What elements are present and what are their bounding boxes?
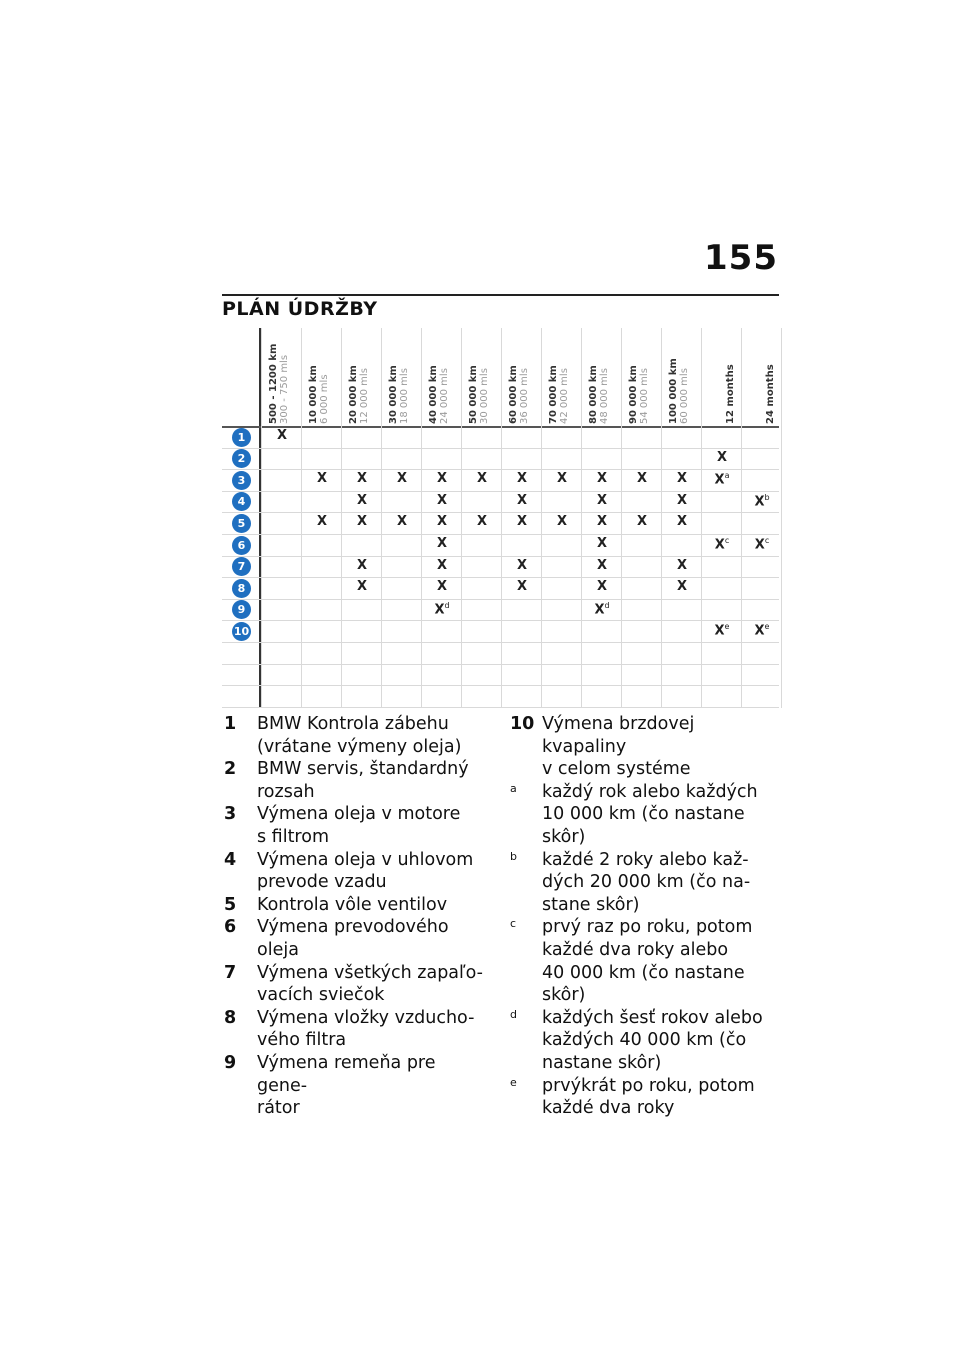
maintenance-table: [222, 328, 779, 708]
column-header-km: 70 000 km: [548, 365, 559, 424]
legend-key: b: [510, 849, 517, 863]
row-number-badge: 6: [232, 536, 251, 555]
legend-item: [510, 916, 778, 1006]
service-mark: X: [516, 579, 528, 595]
legend-item: [224, 758, 486, 803]
row-number-badge: 7: [232, 557, 251, 576]
service-mark: X: [396, 471, 408, 487]
grid-line-horizontal: [222, 556, 779, 557]
legend-text: Výmena vložky vzducho- vého filtra: [257, 1007, 475, 1051]
service-mark: X: [716, 449, 728, 465]
service-mark: X: [356, 492, 368, 508]
service-mark: X: [596, 471, 608, 487]
grid-line-horizontal: [222, 448, 779, 449]
service-mark: $X^a$: [714, 471, 730, 488]
legend-text: prvýkrát po roku, potom každé dva roky: [542, 1075, 755, 1119]
legend-text: Výmena brzdovej kvapaliny v celom systéme: [542, 714, 695, 780]
service-mark: X: [556, 514, 568, 530]
legend-key: 5: [224, 894, 237, 915]
grid-line-horizontal: [222, 469, 779, 470]
legend-item: [224, 962, 486, 1007]
column-header: [662, 328, 702, 424]
column-header: [262, 328, 302, 424]
column-header: [582, 328, 622, 424]
column-header-km: 10 000 km: [308, 365, 319, 424]
service-mark: X: [516, 557, 528, 573]
legend-text: Výmena oleja v motore s filtrom: [257, 804, 461, 847]
service-mark: X: [676, 471, 688, 487]
column-header-mls: 18 000 mls: [399, 368, 410, 424]
service-mark: X: [476, 514, 488, 530]
row-number-badge: 1: [232, 428, 251, 447]
service-mark: $X^b$: [754, 492, 770, 510]
column-header-km: 500 - 1200 km: [268, 343, 279, 424]
column-header-mls: 48 000 mls: [599, 368, 610, 424]
legend-text: prvý raz po roku, potom každé dva roky alebo 40 000 km (čo nastane skôr): [542, 917, 753, 1006]
legend-key: 9: [224, 1052, 237, 1073]
legend-key: 3: [224, 804, 237, 825]
column-header-mls: 42 000 mls: [559, 368, 570, 424]
legend-key: 4: [224, 849, 237, 870]
column-header: [622, 328, 662, 424]
service-mark: X: [596, 514, 608, 530]
legend-text: BMW Kontrola zábehu (vrátane výmeny oleja): [257, 714, 462, 757]
column-header-km: 80 000 km: [588, 365, 599, 424]
service-mark: X: [676, 492, 688, 508]
service-mark: X: [596, 557, 608, 573]
service-mark: X: [316, 471, 328, 487]
grid-line-horizontal: [222, 534, 779, 535]
service-mark: X: [676, 557, 688, 573]
legend-text: každý rok alebo každých 10 000 km (čo nastane skôr): [542, 781, 758, 847]
service-mark: X: [356, 471, 368, 487]
service-mark: X: [596, 536, 608, 551]
row-number-badge: 8: [232, 579, 251, 598]
legend-text: Kontrola vôle ventilov: [257, 894, 448, 915]
service-mark: $X^d$: [434, 600, 450, 618]
service-mark: X: [356, 557, 368, 573]
row-number-badge: 5: [232, 514, 251, 533]
service-mark: X: [396, 514, 408, 530]
legend-text: Výmena všetkých zapaľo- vacích sviečok: [257, 962, 483, 1006]
column-header-mls: 30 000 mls: [479, 368, 490, 424]
service-mark: X: [436, 514, 448, 530]
row-number-badge: 9: [232, 600, 251, 619]
service-mark: X: [476, 471, 488, 487]
column-header: [422, 328, 462, 424]
service-mark: X: [596, 579, 608, 595]
service-mark: X: [436, 492, 448, 508]
legend-key: a: [510, 781, 517, 795]
column-header: [702, 328, 742, 424]
grid-line-horizontal: [222, 599, 779, 600]
column-header: [502, 328, 542, 424]
legend-item: [510, 713, 778, 781]
grid-line-horizontal: [222, 707, 779, 708]
column-header-km: 30 000 km: [388, 365, 399, 424]
column-header-km: 12 months: [725, 364, 736, 424]
column-header-km: 100 000 km: [668, 358, 679, 424]
legend-item: [224, 803, 486, 848]
row-number-badge: 4: [232, 492, 251, 511]
column-header-km: 20 000 km: [348, 365, 359, 424]
column-header: [462, 328, 502, 424]
legend-key: 6: [224, 917, 237, 938]
row-number-badge: 3: [232, 471, 251, 490]
legend-key: d: [510, 1007, 517, 1021]
column-header-mls: 24 000 mls: [439, 368, 450, 424]
column-header-km: 50 000 km: [468, 365, 479, 424]
legend-key: e: [510, 1075, 517, 1089]
service-mark: X: [636, 471, 648, 487]
page-number: 155: [704, 238, 778, 278]
legend-item: [224, 849, 486, 894]
legend-item: [224, 916, 486, 961]
service-mark: X: [676, 579, 688, 595]
legend-item: [510, 849, 778, 917]
service-mark: Xe: [714, 622, 730, 639]
grid-line-horizontal: [222, 642, 779, 643]
legend-right: [510, 713, 778, 1120]
legend-item: [510, 781, 778, 849]
service-mark: Xe: [754, 622, 770, 639]
column-header-km: 24 months: [765, 364, 776, 424]
row-number-badge: 10: [232, 622, 251, 641]
legend-item: [510, 1007, 778, 1075]
service-mark: $X^c$: [754, 536, 770, 553]
service-mark: X: [436, 579, 448, 595]
service-mark: X: [436, 471, 448, 487]
legend-key: 7: [224, 962, 237, 983]
service-mark: X: [436, 536, 448, 551]
legend-text: Výmena remeňa pre gene- rátor: [257, 1052, 436, 1119]
legend-text: každé 2 roky alebo kaž- dých 20 000 km (čo na- stane skôr): [542, 849, 751, 915]
service-mark: X: [556, 471, 568, 487]
service-mark: X: [636, 514, 648, 530]
service-mark: X: [516, 492, 528, 508]
legend-text: Výmena prevodového oleja: [257, 917, 449, 960]
service-mark: $X^c$: [714, 536, 730, 553]
column-header: [302, 328, 342, 424]
grid-line-horizontal: [222, 620, 779, 621]
legend-key: c: [510, 917, 517, 931]
grid-line-horizontal: [222, 512, 779, 513]
row-number-badge: 2: [232, 449, 251, 468]
column-header: [342, 328, 382, 424]
service-mark: X: [516, 514, 528, 530]
section-title: PLÁN ÚDRŽBY: [222, 298, 378, 320]
service-mark: X: [516, 471, 528, 487]
service-mark: X: [436, 557, 448, 573]
column-header-km: 40 000 km: [428, 365, 439, 424]
column-header-mls: 60 000 mls: [679, 368, 690, 424]
legend-text: BMW servis, štandardný rozsah: [257, 759, 469, 802]
service-mark: X: [676, 514, 688, 530]
grid-line-horizontal: [222, 664, 779, 665]
legend-text: každých šesť rokov alebo každých 40 000 km (čo nastane skôr): [542, 1007, 763, 1073]
column-header: [742, 328, 782, 424]
column-header-mls: 6 000 mls: [319, 374, 330, 424]
legend-key: 1: [224, 714, 237, 734]
column-header-mls: 300 - 750 mls: [279, 354, 290, 424]
column-header-km: 90 000 km: [628, 365, 639, 424]
service-mark: $X^d$: [594, 600, 610, 618]
column-header-mls: 54 000 mls: [639, 368, 650, 424]
legend-key: 8: [224, 1007, 237, 1028]
header-rule: [222, 294, 779, 296]
service-mark: X: [316, 514, 328, 530]
service-mark: X: [596, 492, 608, 508]
grid-line-horizontal: [222, 685, 779, 686]
legend-key: 2: [224, 759, 237, 780]
column-header-mls: 36 000 mls: [519, 368, 530, 424]
legend-item: [224, 713, 486, 758]
column-header: [382, 328, 422, 424]
column-header-km: 60 000 km: [508, 365, 519, 424]
column-header-mls: 12 000 mls: [359, 368, 370, 424]
legend-text: Výmena oleja v uhlovom prevode vzadu: [257, 849, 474, 893]
legend-key: 10: [510, 714, 535, 734]
legend-item: [224, 1052, 486, 1120]
column-header: [542, 328, 582, 424]
service-mark: X: [276, 428, 288, 443]
service-mark: X: [356, 579, 368, 595]
legend-item: [224, 1007, 486, 1052]
grid-line-horizontal: [222, 491, 779, 492]
legend-item: [510, 1075, 778, 1120]
legend-left: [224, 713, 486, 1120]
service-mark: X: [356, 514, 368, 530]
legend-item: [224, 894, 486, 917]
grid-line-horizontal: [222, 577, 779, 578]
